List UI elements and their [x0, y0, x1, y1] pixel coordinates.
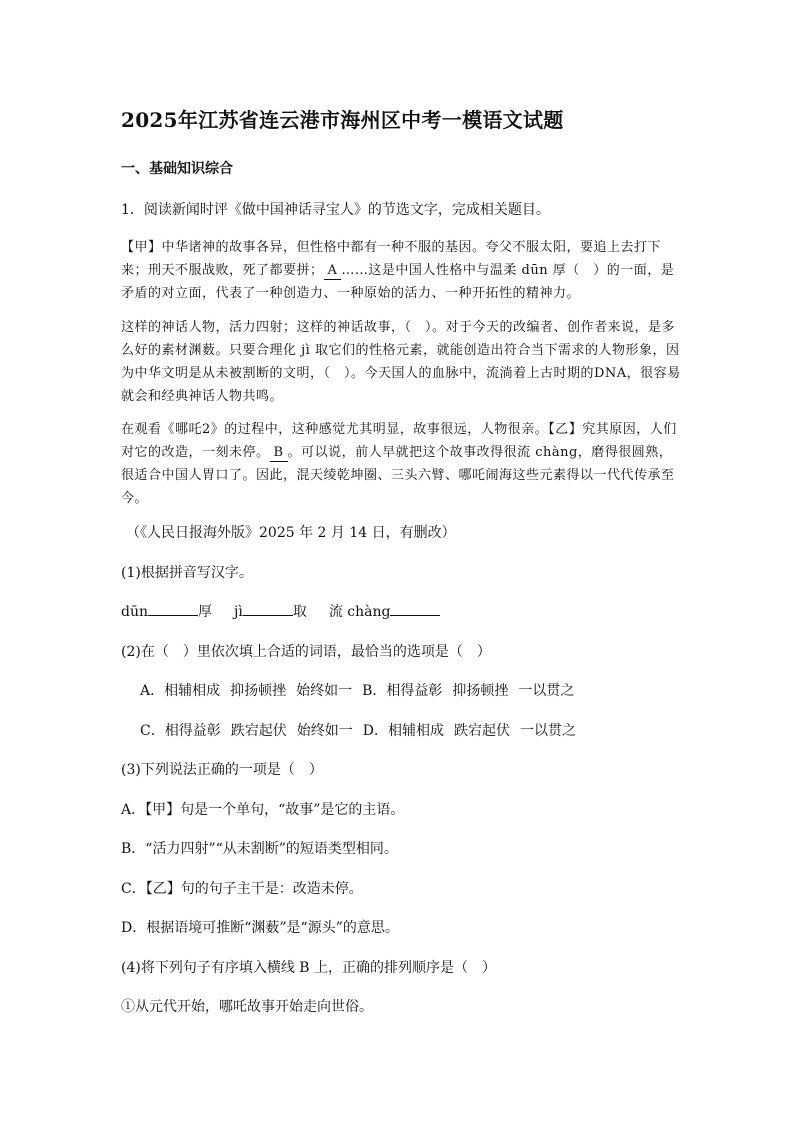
option-a-1: A．相辅相成 — [140, 683, 221, 699]
option-c-1: C．相得益彰 — [140, 723, 221, 739]
q1-3-option-b: B．“活力四射”“从未割断”的短语类型相同。 — [121, 841, 398, 857]
pinyin-1-suffix: 厚 — [198, 604, 212, 620]
document-title: 2025年江苏省连云港市海州区中考一模语文试题 — [121, 108, 564, 132]
option-d-1: D．相辅相成 — [362, 723, 444, 739]
blank-b: B — [270, 445, 288, 462]
answer-blank-2 — [243, 601, 293, 616]
question-1-4: (4)将下列句子有序填入横线 B 上，正确的排列顺序是（ ） — [121, 960, 497, 976]
option-a-3: 始终如一 — [296, 683, 353, 699]
q1-3-option-c: C．【乙】句的句子主干是：改造未停。 — [121, 881, 363, 897]
option-b-1: B．相得益彰 — [362, 683, 443, 699]
option-c-3: 始终如一 — [296, 723, 353, 739]
question-1-1: (1)根据拼音写汉字。 — [121, 565, 253, 581]
passage-text: 【甲】中华诸神的故事各异，但性格中都有一种不服的基因。夸父不服太阳，要追上去打下来；刑天不服战败，死了都要拼； — [121, 240, 662, 278]
question-1-stem: 1．阅读新闻时评《做中国神话寻宝人》的节选文字，完成相关题目。 — [121, 202, 550, 218]
option-c-2: 跌宕起伏 — [230, 723, 287, 739]
q1-2-options-row-1 — [140, 680, 584, 700]
option-a-2: 抑扬顿挫 — [230, 683, 287, 699]
section-heading: 一、基础知识综合 — [121, 161, 233, 177]
answer-blank-3 — [390, 601, 440, 616]
pinyin-2: jì — [234, 604, 243, 620]
q1-2-options-row-2 — [140, 720, 586, 740]
q1-3-option-a: A．【甲】句是一个单句，“故事”是它的主语。 — [121, 802, 405, 818]
passage-text: 在观看《哪吒2》的过程中，这种感觉尤其明显，故事很远，人物很亲。【乙】究其原因，人们对它的改造，一刻未停。 — [121, 422, 677, 460]
question-1-3: (3)下列说法正确的一项是（ ） — [121, 762, 323, 778]
pinyin-1: dūn — [121, 604, 148, 620]
passage-text: 这样的神话人物，活力四射；这样的神话故事，（ ）。对于今天的改编者、创作者来说，是多么好的素材渊薮。只要合理化 jì 取它们的性格元素，就能创造出符合当下需求的人物形象，因为中华文明是从未被割断的文明，（ ）。今天国人的血脉中，流淌着上古时期的DNA，很容易就会和经典神话人物共鸣。 — [121, 320, 681, 404]
option-b-3: 一以贯之 — [518, 683, 575, 699]
q1-4-item-1: ①从元代开始，哪吒故事开始走向世俗。 — [121, 999, 373, 1015]
passage-paragraph-2 — [121, 316, 681, 408]
option-d-3: 一以贯之 — [519, 723, 576, 739]
passage-paragraph-1 — [121, 236, 681, 305]
passage-text: 。可以说，前人早就把这个故事改得很流 chàng，磨得很圆熟，很适合中国人胃口了。因此，混天绫乾坤圈、三头六臂、哪吒闹海这些元素得以一代代传承至今。 — [121, 445, 675, 506]
question-1-2: (2)在（ ）里依次填上合适的词语，最恰当的选项是（ ） — [121, 644, 491, 660]
answer-blank-1 — [148, 601, 198, 616]
blank-a: A — [324, 263, 342, 280]
option-d-2: 跌宕起伏 — [453, 723, 510, 739]
q1-3-option-d: D．根据语境可推断“渊薮”是“源头”的意思。 — [121, 920, 399, 936]
passage-source: （《人民日报海外版》2025 年 2 月 14 日，有删改） — [126, 525, 456, 541]
option-b-2: 抑扬顿挫 — [452, 683, 509, 699]
passage-text: ……这是中国人性格中与温柔 dūn 厚（ ）的一面，是矛盾的对立面，代表了一种创造力、一种原始的活力、一种开拓性的精神力。 — [121, 263, 675, 301]
pinyin-row — [121, 601, 440, 621]
passage-paragraph-3 — [121, 418, 681, 510]
pinyin-2-suffix: 取 — [292, 604, 307, 620]
pinyin-3: 流 chàng — [328, 604, 391, 620]
